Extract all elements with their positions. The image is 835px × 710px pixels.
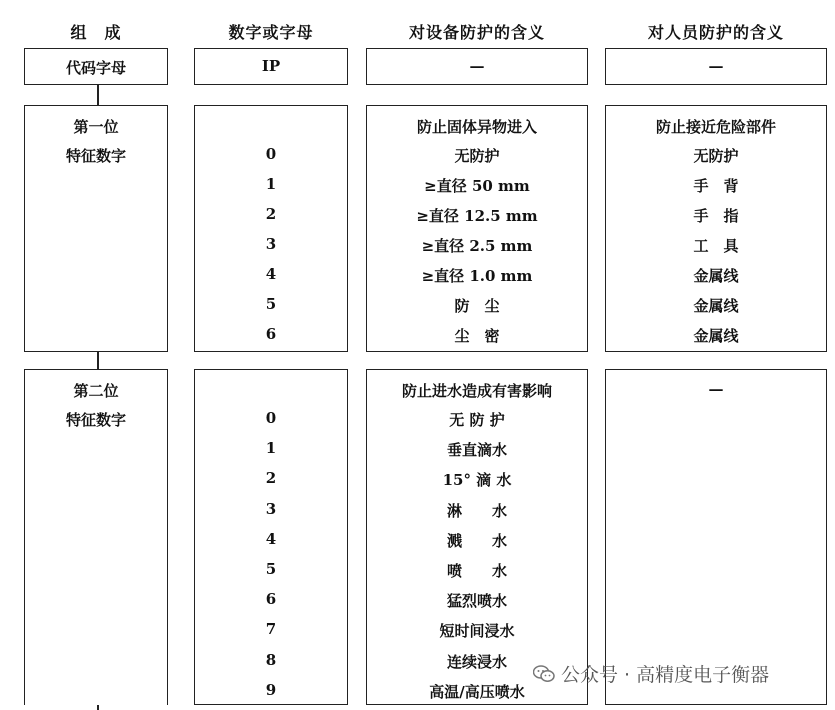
first-person-cell: 工 具: [693, 237, 739, 255]
first-digit-cell: 5: [265, 295, 277, 313]
first-person-cell: 金属线: [693, 297, 739, 315]
first-device-box: [366, 105, 588, 352]
code-person-box: [605, 48, 827, 85]
second-device-cell: 溅 水: [446, 531, 507, 550]
second-person-box: [605, 369, 827, 705]
second-device-cell: 短时间浸水: [439, 622, 515, 641]
second-digit-cell: 0: [265, 409, 277, 427]
first-device-cell: ≥直径 2.5 mm: [421, 237, 533, 255]
first-person-cell: 手 背: [693, 177, 739, 195]
first-digit-cell: 3: [265, 235, 277, 253]
first-device-cell: ≥直径 12.5 mm: [416, 207, 538, 225]
first-numeral-label-box: [24, 105, 168, 352]
first-person-cell: 金属线: [693, 327, 739, 345]
second-person-dash: —: [708, 380, 724, 398]
second-device-cell: 15° 滴 水: [442, 471, 512, 490]
header-composition: 组 成: [70, 23, 122, 42]
ip-letter: IP: [261, 57, 281, 75]
code-letter-label: 代码字母: [65, 59, 126, 77]
second-digit-cell: 5: [265, 560, 277, 578]
first-digit-cell: 6: [265, 325, 277, 343]
second-numeral-label-box: [24, 369, 168, 705]
second-device-cell: 猛烈喷水: [446, 592, 507, 611]
first-digits-box: [194, 105, 348, 352]
second-device-box: [366, 369, 588, 705]
header-digit-or-letter: 数字或字母: [228, 23, 314, 42]
first-numeral-line2: 特征数字: [65, 147, 126, 165]
code-letter-box: [24, 48, 168, 85]
first-device-cell: ≥直径 50 mm: [424, 177, 530, 195]
second-device-cell: 高温/高压喷水: [429, 682, 525, 701]
first-digit-cell: 0: [265, 145, 277, 163]
watermark: [533, 660, 769, 687]
second-device-cell: 连续浸水: [446, 652, 507, 671]
second-digit-cell: 4: [265, 529, 277, 548]
first-digit-cell: 2: [265, 205, 277, 223]
second-digits-box: [194, 369, 348, 705]
second-digit-cell: 8: [265, 650, 277, 669]
first-device-cell: ≥直径 1.0 mm: [421, 267, 533, 285]
first-digit-cell: 4: [265, 265, 277, 283]
connector-line-3: [97, 705, 99, 710]
second-digit-cell: 7: [265, 620, 277, 639]
first-person-box: [605, 105, 827, 352]
second-device-cell: 垂直滴水: [446, 441, 507, 460]
first-digit-cell: 1: [265, 175, 277, 193]
second-numeral-line2: 特征数字: [65, 411, 126, 429]
first-person-cell: 无防护: [693, 147, 739, 165]
second-device-cell: 淋 水: [446, 501, 507, 520]
second-digit-cell: 2: [265, 469, 277, 488]
header-device-protection: 对设备防护的含义: [408, 23, 545, 42]
second-numeral-line1: 第二位: [73, 382, 119, 400]
watermark-text: 公众号 · 高精度电子衡器: [561, 664, 770, 686]
second-digit-cell: 3: [265, 499, 277, 518]
ip-box: [194, 48, 348, 85]
code-device-dash: —: [469, 57, 485, 75]
code-device-box: [366, 48, 588, 85]
first-person-title: 防止接近危险部件: [655, 118, 776, 136]
first-device-cell: 尘 密: [454, 327, 500, 345]
first-device-cell: 无防护: [454, 147, 500, 165]
code-person-dash: —: [708, 57, 724, 75]
second-digit-cell: 1: [265, 439, 277, 458]
connector-line-2: [97, 352, 99, 369]
connector-line-1: [97, 85, 99, 105]
second-digit-cell: 9: [265, 680, 277, 699]
second-digit-cell: 6: [265, 590, 277, 609]
header-person-protection: 对人员防护的含义: [647, 23, 784, 42]
second-device-cell: 无 防 护: [449, 411, 505, 429]
wechat-icon: [533, 665, 555, 683]
first-person-cell: 手 指: [693, 207, 739, 225]
first-device-title: 防止固体异物进入: [416, 118, 537, 136]
second-device-title: 防止进水造成有害影响: [401, 382, 552, 400]
first-person-cell: 金属线: [693, 267, 739, 285]
first-numeral-line1: 第一位: [73, 118, 119, 136]
second-device-cell: 喷 水: [446, 562, 507, 580]
first-device-cell: 防 尘: [454, 297, 500, 315]
